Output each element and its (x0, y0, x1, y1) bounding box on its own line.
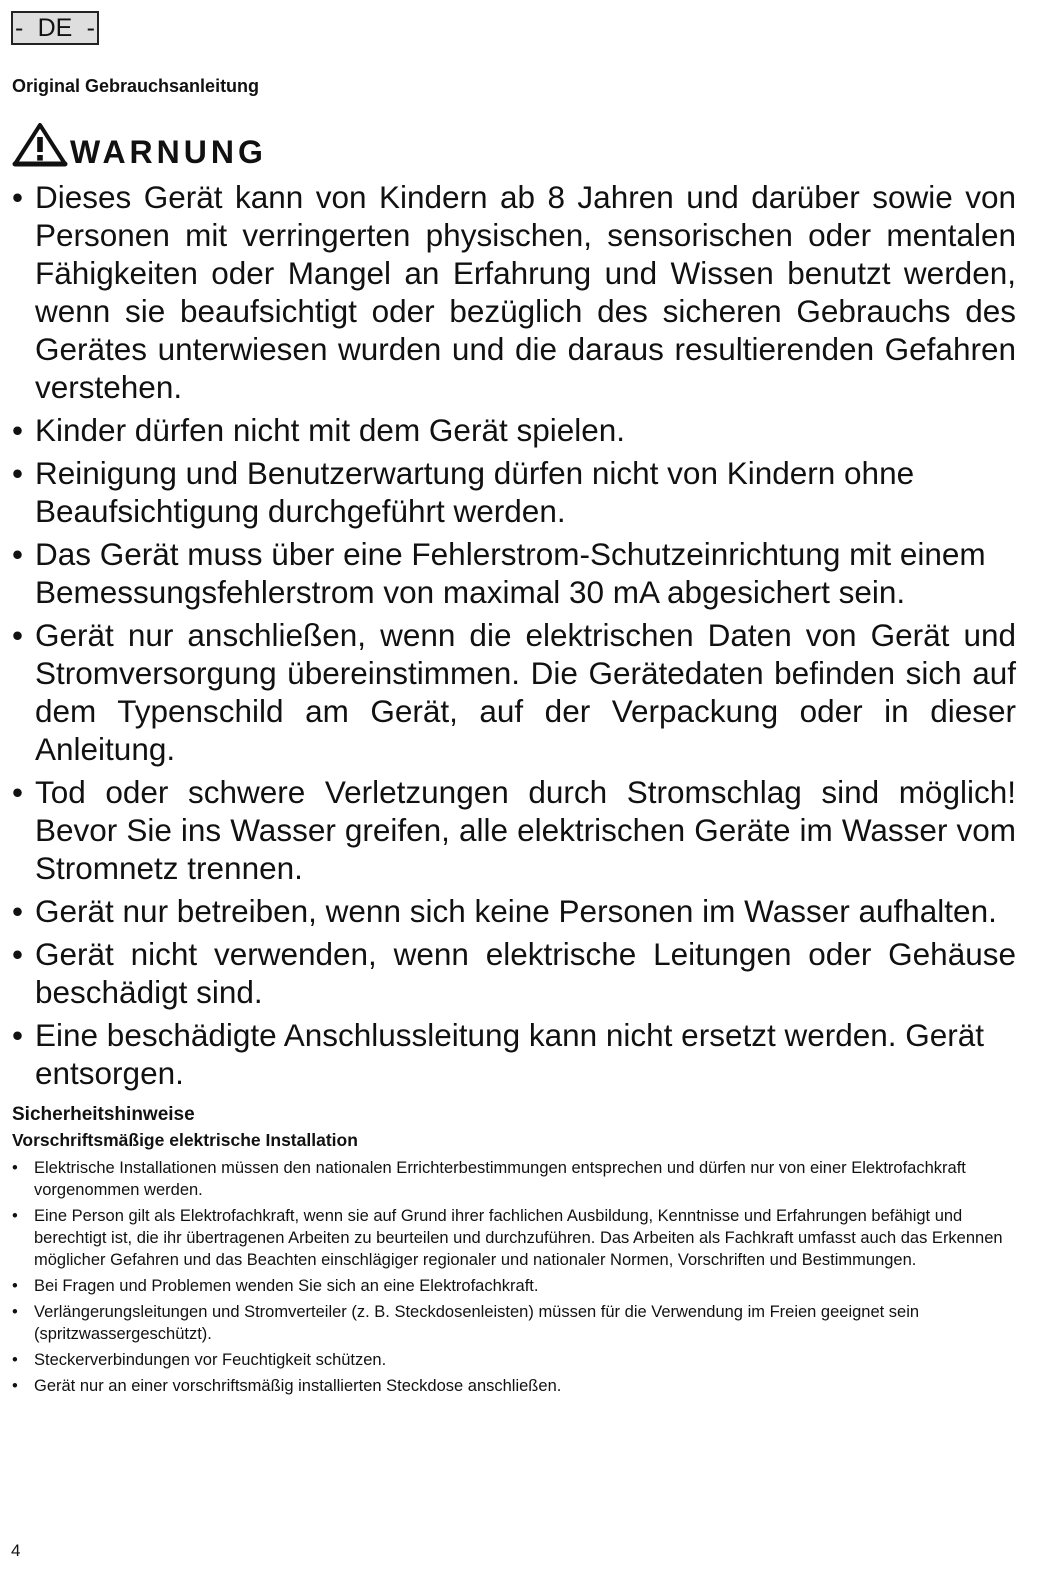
warning-item-text: Dieses Gerät kann von Kindern ab 8 Jahren und darüber sowie von Personen mit verringerten physischen, sensorischen oder mentalen Fähigkeiten oder Mangel an Erfahrung und Wissen benutzt werden, wenn sie beaufsichtigt oder bezüglich des sicheren Gebrauchs des Gerätes unterwiesen wurden und die daraus resultierenden Gefahren verstehen. (35, 179, 1016, 405)
bullet: • (12, 1303, 18, 1321)
bullet: • (12, 455, 24, 491)
safety-item (12, 1157, 1016, 1201)
warning-item (12, 935, 1016, 1011)
safety-section (12, 1103, 1016, 1401)
safety-item (12, 1275, 1016, 1297)
warning-item-text: Tod oder schwere Verletzungen durch Stromschlag sind möglich! Bevor Sie ins Wasser greifen, alle elektrischen Geräte im Wasser vom Stromnetz trennen. (35, 774, 1016, 886)
bullet: • (12, 179, 24, 215)
safety-item-text: Verlängerungsleitungen und Stromverteiler (z. B. Steckdosenleisten) müssen für die Verwendung im Freien geeignet sein (spritzwassergeschützt). (34, 1303, 920, 1343)
bullet: • (12, 936, 24, 972)
bullet: • (12, 1017, 24, 1053)
warning-item (12, 892, 1016, 930)
safety-item (12, 1205, 1016, 1271)
warning-triangle-icon (12, 122, 68, 170)
bullet: • (12, 1351, 18, 1369)
safety-item-text: Steckerverbindungen vor Feuchtigkeit schützen. (34, 1351, 387, 1369)
bullet: • (12, 1207, 18, 1225)
warning-item (12, 773, 1016, 887)
safety-item-text: Elektrische Installationen müssen den nationalen Errichterbestimmungen entsprechen und dürfen nur von einer Elektrofachkraft vorgenommen werden. (34, 1159, 966, 1199)
safety-item (12, 1349, 1016, 1371)
warning-item-text: Kinder dürfen nicht mit dem Gerät spielen. (35, 412, 626, 448)
bullet: • (12, 536, 24, 572)
warning-item-text: Gerät nicht verwenden, wenn elektrische Leitungen oder Gehäuse beschädigt sind. (35, 936, 1016, 1010)
language-code: DE (37, 14, 73, 42)
bullet: • (12, 1377, 18, 1395)
warning-item (12, 178, 1016, 406)
warning-item-text: Eine beschädigte Anschlussleitung kann nicht ersetzt werden. Gerät entsorgen. (35, 1017, 985, 1091)
warning-item (12, 616, 1016, 768)
safety-heading: Sicherheitshinweise (12, 1104, 195, 1125)
safety-item (12, 1301, 1016, 1345)
safety-list (12, 1157, 1016, 1397)
safety-item-text: Bei Fragen und Problemen wenden Sie sich an eine Elektrofachkraft. (34, 1277, 539, 1295)
bullet: • (12, 893, 24, 929)
warning-item-text: Gerät nur anschließen, wenn die elektrischen Daten von Gerät und Stromversorgung übereinstimmen. Die Gerätedaten befinden sich auf dem Typenschild am Gerät, auf der Verpackung oder in dieser Anleitung. (35, 617, 1016, 767)
warning-item-text: Das Gerät muss über eine Fehlerstrom-Schutzeinrichtung mit einem Bemessungsfehlerstrom von maximal 30 mA abgesichert sein. (35, 536, 986, 610)
bullet: • (12, 1159, 18, 1177)
safety-subheading: Vorschriftsmäßige elektrische Installation (12, 1130, 358, 1150)
warning-list (12, 178, 1016, 1097)
safety-item-text: Eine Person gilt als Elektrofachkraft, wenn sie auf Grund ihrer fachlichen Ausbildung, Kenntnisse und Erfahrungen befähigt und berechtigt ist, die ihr übertragenen Arbeiten zu beurteilen und durchzuführen. Das Arbeiten als Fachkraft umfasst auch das Erkennen möglicher Gefahren und das Beachten einschlägiger regionaler und nationaler Normen, Vorschriften und Bestimmungen. (34, 1207, 1003, 1269)
warning-item (12, 454, 1016, 530)
warning-item (12, 1016, 1016, 1092)
bullet: • (12, 1277, 18, 1295)
warning-heading (12, 118, 267, 170)
warning-item-text: Reinigung und Benutzerwartung dürfen nicht von Kindern ohne Beaufsichtigung durchgeführt werden. (35, 455, 915, 529)
language-tag (11, 11, 99, 45)
bullet: • (12, 774, 24, 810)
document-title: Original Gebrauchsanleitung (12, 76, 260, 96)
safety-item-text: Gerät nur an einer vorschriftsmäßig installierten Steckdose anschließen. (34, 1377, 562, 1395)
safety-item (12, 1375, 1016, 1397)
language-tag-left-dash: - (15, 14, 24, 42)
bullet: • (12, 617, 24, 653)
language-tag-right-dash: - (86, 14, 95, 42)
page-number: 4 (11, 1541, 21, 1560)
warning-item (12, 411, 1016, 449)
bullet: • (12, 412, 24, 448)
warning-item (12, 535, 1016, 611)
warning-item-text: Gerät nur betreiben, wenn sich keine Personen im Wasser aufhalten. (35, 893, 997, 929)
warning-heading-text: WARNUNG (70, 134, 267, 170)
